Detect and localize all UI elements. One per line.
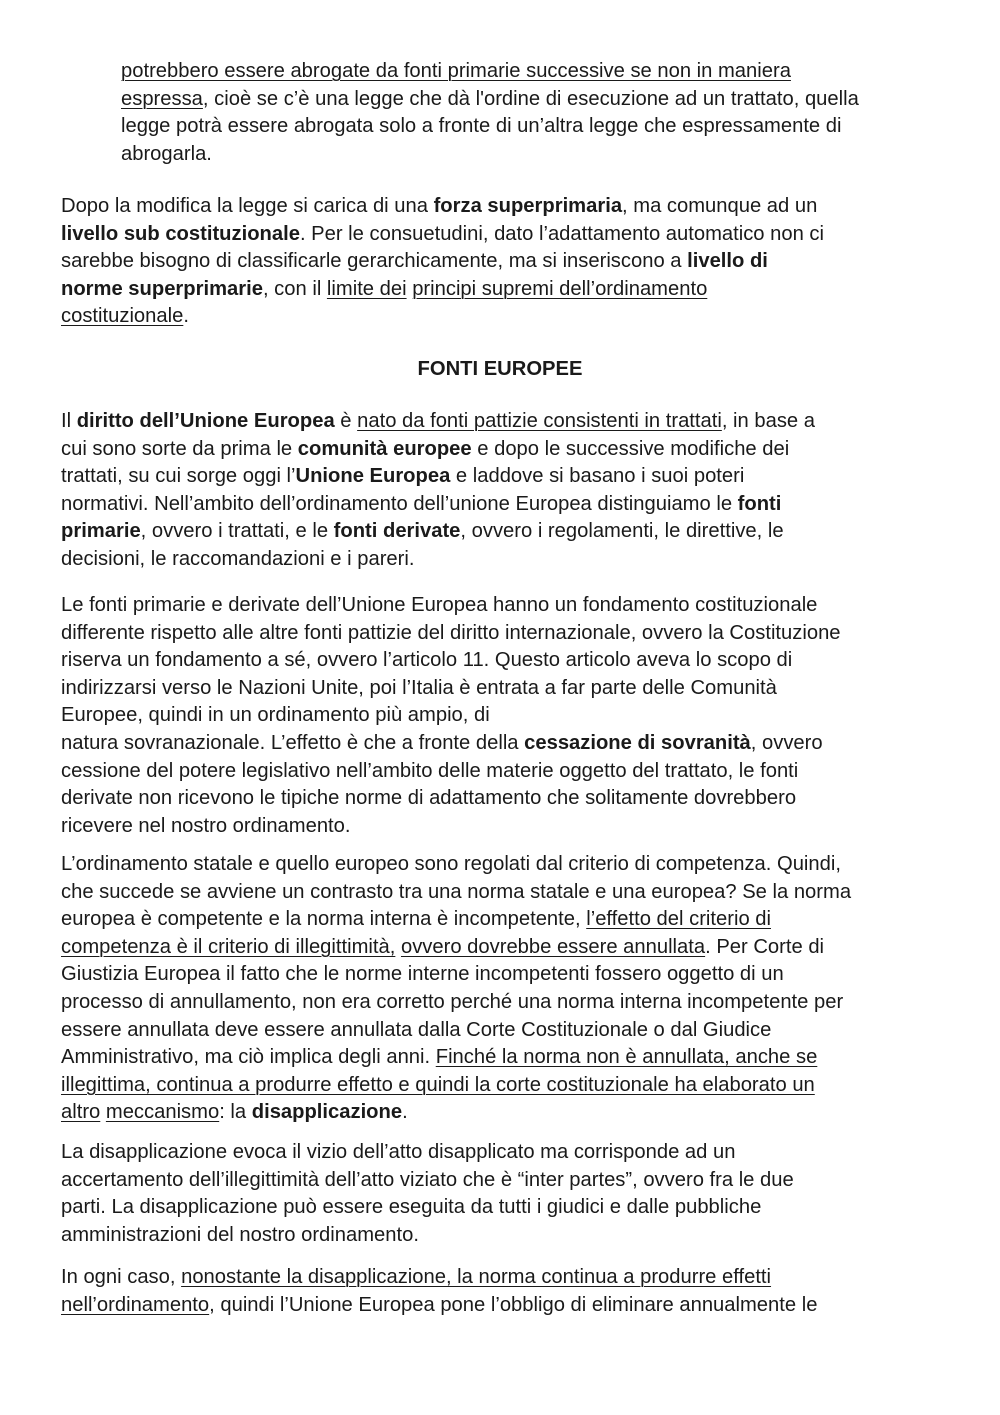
- text-run: processo di annullamento, non era corretto perché una norma interna incompetente per: [61, 990, 844, 1013]
- underlined-text: ovvero dovrebbe essere annullata: [400, 935, 706, 958]
- text-run: natura sovranazionale. L’effetto è che a fronte della: [61, 731, 525, 754]
- text-line: [61, 1072, 851, 1100]
- text-run: abrogarla.: [121, 142, 212, 165]
- text-run: , quindi l’Unione Europea pone l’obbligo di eliminare annualmente le: [209, 1293, 818, 1316]
- text-line: [61, 248, 824, 276]
- underlined-text: l’effetto del criterio di: [586, 908, 771, 931]
- text-run: Amministrativo, ma ciò implica degli anni.: [61, 1046, 436, 1069]
- text-run: . Per le consuetudini, dato l’adattamento automatico non ci: [299, 222, 825, 245]
- underlined-text: competenza è il criterio di illegittimità,: [61, 935, 396, 958]
- underlined-text: meccanismo: [105, 1101, 220, 1124]
- text-line: [61, 730, 841, 758]
- text-run: : la: [219, 1101, 252, 1124]
- text-line: [121, 58, 859, 86]
- text-line: [61, 1099, 851, 1127]
- text-line: [61, 906, 851, 934]
- text-run: parti. La disapplicazione può essere eseguita da tutti i giudici e dalle pubbliche: [61, 1196, 762, 1219]
- text-run: Dopo la modifica la legge si carica di una: [61, 195, 434, 217]
- text-run: , cioè se c’è una legge che dà l'ordine di esecuzione ad un trattato, quella: [202, 87, 859, 110]
- bold-term: forza superprimaria: [433, 195, 623, 217]
- text-run: decisioni, le raccomandazioni e i pareri.: [61, 547, 415, 570]
- paragraph-superprimary-force: [61, 193, 824, 331]
- paragraph-disapplication: [61, 1139, 794, 1249]
- paragraph-abrogation: [121, 58, 859, 168]
- text-run: legge potrà essere abrogata solo a fronte di un’altra legge che espressamente di: [121, 115, 842, 138]
- text-line: [61, 989, 851, 1017]
- text-line: [61, 879, 851, 907]
- bold-term: norme superprimarie: [61, 277, 263, 300]
- text-run: La disapplicazione evoca il vizio dell’atto disapplicato ma corrisponde ad un: [61, 1141, 736, 1163]
- text-run: essere annullata deve essere annullata dalla Corte Costituzionale o dal Giudice: [61, 1018, 772, 1041]
- underlined-text: costituzionale: [61, 305, 184, 328]
- text-line: [61, 518, 815, 546]
- text-run: , ovvero i trattati, e le: [140, 520, 334, 543]
- underlined-text: altro: [61, 1101, 101, 1124]
- text-line: [61, 436, 815, 464]
- bold-term: fonti: [737, 492, 782, 515]
- text-line: [61, 1264, 817, 1292]
- text-run: e laddove si basano i suoi poteri: [450, 465, 745, 488]
- bold-term: cessazione di sovranità: [524, 731, 751, 754]
- text-run: differente rispetto alle altre fonti pattizie del diritto internazionale, ovvero la Costituzione: [61, 621, 841, 644]
- text-run: europea è competente e la norma interna è incompetente,: [61, 908, 587, 931]
- text-line: [61, 463, 815, 491]
- underlined-text: limite dei: [326, 277, 407, 300]
- bold-term: disapplicazione: [251, 1101, 403, 1124]
- bold-term: livello sub costituzionale: [61, 222, 300, 245]
- paragraph-eu-law: [61, 408, 815, 574]
- underlined-text: nato da fonti pattizie consistenti in trattati: [357, 410, 722, 432]
- text-line: [121, 86, 859, 114]
- text-run: L’ordinamento statale e quello europeo sono regolati dal criterio di competenza. Quindi,: [61, 853, 841, 875]
- text-run: e dopo le successive modifiche dei: [471, 437, 790, 460]
- text-line: [61, 546, 815, 574]
- text-run: trattati, su cui sorge oggi l’: [61, 465, 296, 488]
- paragraph-continuing-effects: [61, 1264, 817, 1319]
- text-line: [61, 1222, 794, 1250]
- text-line: [61, 276, 824, 304]
- paragraph-constitutional-basis: [61, 592, 841, 840]
- text-run: .: [402, 1101, 408, 1124]
- text-line: [61, 221, 824, 249]
- text-line: [61, 491, 815, 519]
- underlined-text: potrebbero essere abrogate da fonti primarie successive se non in maniera: [121, 60, 791, 82]
- text-run: ricevere nel nostro ordinamento.: [61, 814, 351, 837]
- text-run: . Per Corte di: [705, 935, 825, 958]
- text-line: [61, 620, 841, 648]
- text-run: accertamento dell’illegittimità dell’atto viziato che è “inter partes”, ovvero fra le due: [61, 1168, 794, 1191]
- text-run: , con il: [262, 277, 327, 300]
- text-run: è: [334, 410, 358, 432]
- text-run: amministrazioni del nostro ordinamento.: [61, 1223, 419, 1246]
- paragraph-competence-criterion: [61, 851, 851, 1127]
- section-heading: FONTI EUROPEE: [417, 358, 583, 380]
- text-run: Europee, quindi in un ordinamento più ampio, di: [61, 704, 490, 727]
- text-line: [61, 193, 824, 221]
- underlined-text: nonostante la disapplicazione, la norma continua a produrre effetti: [181, 1266, 772, 1288]
- underlined-text: Finché la norma non è annullata, anche se: [435, 1046, 818, 1069]
- text-run: riserva un fondamento a sé, ovvero l’articolo 11. Questo articolo aveva lo scopo di: [61, 649, 793, 672]
- text-run: Le fonti primarie e derivate dell’Unione Europea hanno un fondamento costituzionale: [61, 594, 818, 616]
- text-line: [61, 1194, 794, 1222]
- text-run: cui sono sorte da prima le: [61, 437, 298, 460]
- text-run: In ogni caso,: [61, 1266, 182, 1288]
- text-run: Giustizia Europea il fatto che le norme interne incompetenti fossero oggetto di un: [61, 963, 784, 986]
- text-line: [121, 113, 859, 141]
- text-run: sarebbe bisogno di classificarle gerarchicamente, ma si inseriscono a: [61, 250, 688, 273]
- underlined-text: espressa: [121, 87, 203, 110]
- text-line: [61, 702, 841, 730]
- bold-term: fonti derivate: [333, 520, 461, 543]
- text-line: [61, 785, 841, 813]
- text-line: [61, 408, 815, 436]
- text-line: [61, 961, 851, 989]
- text-line: [61, 303, 824, 331]
- text-line: [61, 758, 841, 786]
- bold-term: Unione Europea: [295, 465, 451, 488]
- text-run: normativi. Nell’ambito dell’ordinamento dell’unione Europea distinguiamo le: [61, 492, 738, 515]
- text-run: , ovvero: [750, 731, 823, 754]
- text-line: [61, 934, 851, 962]
- text-run: Il: [61, 410, 77, 432]
- text-line: [121, 141, 859, 169]
- text-line: [61, 1044, 851, 1072]
- text-line: [61, 592, 841, 620]
- text-line: [61, 1017, 851, 1045]
- underlined-text: illegittima, continua a produrre effetto e quindi la corte costituzionale ha elaborato un: [61, 1073, 815, 1096]
- text-line: [61, 1167, 794, 1195]
- text-line: [61, 851, 851, 879]
- text-line: [61, 675, 841, 703]
- bold-term: comunità europee: [297, 437, 472, 460]
- bold-term: livello di: [687, 250, 768, 273]
- bold-term: diritto dell’Unione Europea: [76, 410, 335, 432]
- text-run: .: [183, 305, 189, 328]
- text-line: [61, 1292, 817, 1320]
- text-run: cessione del potere legislativo nell’ambito delle materie oggetto del trattato, le fonti: [61, 759, 799, 782]
- text-run: , in base a: [721, 410, 815, 432]
- text-run: indirizzarsi verso le Nazioni Unite, poi l’Italia è entrata a far parte delle Comunità: [61, 676, 777, 699]
- text-line: [61, 647, 841, 675]
- underlined-text: nell’ordinamento: [61, 1293, 210, 1316]
- text-run: , ma comunque ad un: [622, 195, 818, 217]
- text-line: [61, 813, 841, 841]
- text-run: , ovvero i regolamenti, le direttive, le: [460, 520, 784, 543]
- underlined-text: principi supremi dell’ordinamento: [412, 277, 708, 300]
- text-run: che succede se avviene un contrasto tra una norma statale e una europea? Se la norma: [61, 880, 852, 903]
- bold-term: primarie: [61, 520, 141, 543]
- text-run: derivate non ricevono le tipiche norme di adattamento che solitamente dovrebbero: [61, 787, 797, 810]
- text-line: [61, 1139, 794, 1167]
